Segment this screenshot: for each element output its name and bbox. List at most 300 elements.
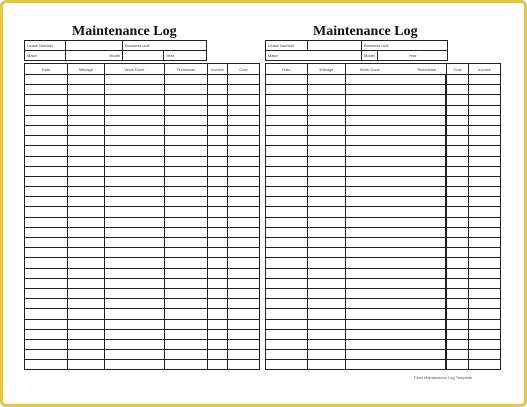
log-cell[interactable] [165, 156, 208, 166]
log-cell[interactable] [208, 187, 228, 197]
log-cell[interactable] [105, 268, 165, 278]
log-cell[interactable] [68, 288, 105, 298]
log-cell[interactable] [68, 176, 105, 186]
log-cell[interactable] [105, 207, 165, 217]
log-cell[interactable] [469, 75, 501, 85]
log-cell[interactable] [346, 197, 446, 207]
log-cell[interactable] [165, 115, 208, 125]
log-cell[interactable] [346, 360, 446, 370]
log-cell[interactable] [228, 238, 260, 248]
log-cell[interactable] [308, 288, 346, 298]
log-cell[interactable] [346, 309, 446, 319]
log-cell[interactable] [308, 360, 346, 370]
log-cell[interactable] [266, 238, 308, 248]
log-cell[interactable] [308, 156, 346, 166]
log-cell[interactable] [228, 95, 260, 105]
log-cell[interactable] [25, 125, 68, 135]
log-cell[interactable] [68, 248, 105, 258]
log-cell[interactable] [228, 309, 260, 319]
log-cell[interactable] [25, 309, 68, 319]
log-cell[interactable] [68, 85, 105, 95]
log-cell[interactable] [266, 309, 308, 319]
log-cell[interactable] [208, 85, 228, 95]
log-cell[interactable] [228, 197, 260, 207]
log-cell[interactable] [208, 278, 228, 288]
log-cell[interactable] [68, 156, 105, 166]
log-cell[interactable] [346, 166, 446, 176]
log-cell[interactable] [25, 360, 68, 370]
log-cell[interactable] [68, 207, 105, 217]
log-cell[interactable] [447, 350, 469, 360]
log-cell[interactable] [105, 329, 165, 339]
log-cell[interactable] [228, 248, 260, 258]
log-cell[interactable] [447, 115, 469, 125]
log-cell[interactable] [208, 350, 228, 360]
log-cell[interactable] [228, 207, 260, 217]
log-cell[interactable] [469, 360, 501, 370]
log-cell[interactable] [266, 319, 308, 329]
log-cell[interactable] [105, 217, 165, 227]
log-cell[interactable] [105, 350, 165, 360]
log-cell[interactable] [228, 217, 260, 227]
log-cell[interactable] [228, 115, 260, 125]
log-cell[interactable] [346, 125, 446, 135]
log-cell[interactable] [228, 268, 260, 278]
log-cell[interactable] [68, 360, 105, 370]
left-business-unit-label[interactable]: Business Unit [123, 41, 207, 51]
log-cell[interactable] [208, 288, 228, 298]
log-cell[interactable] [25, 156, 68, 166]
log-cell[interactable] [165, 105, 208, 115]
log-cell[interactable] [228, 136, 260, 146]
log-cell[interactable] [447, 187, 469, 197]
log-cell[interactable] [346, 217, 446, 227]
log-cell[interactable] [68, 350, 105, 360]
log-cell[interactable] [165, 350, 208, 360]
log-cell[interactable] [228, 75, 260, 85]
log-cell[interactable] [308, 258, 346, 268]
log-cell[interactable] [68, 278, 105, 288]
log-cell[interactable] [25, 258, 68, 268]
log-cell[interactable] [447, 339, 469, 349]
log-cell[interactable] [266, 227, 308, 237]
log-cell[interactable] [105, 238, 165, 248]
log-cell[interactable] [447, 258, 469, 268]
log-cell[interactable] [68, 197, 105, 207]
log-cell[interactable] [25, 248, 68, 258]
log-cell[interactable] [208, 319, 228, 329]
log-cell[interactable] [266, 329, 308, 339]
log-cell[interactable] [469, 146, 501, 156]
log-cell[interactable] [68, 258, 105, 268]
log-cell[interactable] [208, 115, 228, 125]
log-cell[interactable] [228, 176, 260, 186]
log-cell[interactable] [346, 299, 446, 309]
log-cell[interactable] [308, 339, 346, 349]
log-cell[interactable] [165, 258, 208, 268]
log-cell[interactable] [165, 197, 208, 207]
log-cell[interactable] [469, 299, 501, 309]
log-cell[interactable] [266, 187, 308, 197]
log-cell[interactable] [308, 217, 346, 227]
log-cell[interactable] [165, 238, 208, 248]
log-cell[interactable] [25, 105, 68, 115]
log-cell[interactable] [165, 360, 208, 370]
log-cell[interactable] [25, 268, 68, 278]
log-cell[interactable] [228, 288, 260, 298]
log-cell[interactable] [208, 105, 228, 115]
log-cell[interactable] [447, 288, 469, 298]
log-cell[interactable] [68, 136, 105, 146]
log-cell[interactable] [469, 207, 501, 217]
log-cell[interactable] [25, 197, 68, 207]
log-cell[interactable] [469, 319, 501, 329]
log-cell[interactable] [105, 156, 165, 166]
log-cell[interactable] [346, 95, 446, 105]
log-cell[interactable] [308, 75, 346, 85]
log-cell[interactable] [105, 197, 165, 207]
log-cell[interactable] [308, 350, 346, 360]
log-cell[interactable] [165, 319, 208, 329]
log-cell[interactable] [469, 115, 501, 125]
log-cell[interactable] [208, 227, 228, 237]
log-cell[interactable] [308, 105, 346, 115]
log-cell[interactable] [228, 350, 260, 360]
log-cell[interactable] [208, 166, 228, 176]
log-cell[interactable] [25, 350, 68, 360]
log-cell[interactable] [208, 75, 228, 85]
log-cell[interactable] [25, 299, 68, 309]
log-cell[interactable] [346, 227, 446, 237]
log-cell[interactable] [165, 166, 208, 176]
log-cell[interactable] [469, 350, 501, 360]
log-cell[interactable] [25, 207, 68, 217]
log-cell[interactable] [308, 319, 346, 329]
log-cell[interactable] [447, 278, 469, 288]
log-cell[interactable] [68, 238, 105, 248]
log-cell[interactable] [25, 339, 68, 349]
log-cell[interactable] [25, 278, 68, 288]
log-cell[interactable] [105, 166, 165, 176]
log-cell[interactable] [165, 95, 208, 105]
log-cell[interactable] [346, 105, 446, 115]
log-cell[interactable] [266, 248, 308, 258]
log-cell[interactable] [308, 187, 346, 197]
log-cell[interactable] [266, 258, 308, 268]
log-cell[interactable] [346, 115, 446, 125]
log-cell[interactable] [68, 268, 105, 278]
log-cell[interactable] [165, 217, 208, 227]
log-cell[interactable] [105, 115, 165, 125]
log-cell[interactable] [266, 278, 308, 288]
log-cell[interactable] [266, 115, 308, 125]
log-cell[interactable] [346, 187, 446, 197]
log-cell[interactable] [68, 309, 105, 319]
log-cell[interactable] [346, 339, 446, 349]
log-cell[interactable] [469, 278, 501, 288]
log-cell[interactable] [308, 329, 346, 339]
log-cell[interactable] [165, 187, 208, 197]
log-cell[interactable] [105, 227, 165, 237]
log-cell[interactable] [25, 187, 68, 197]
log-cell[interactable] [266, 156, 308, 166]
log-cell[interactable] [447, 105, 469, 115]
log-cell[interactable] [25, 136, 68, 146]
log-cell[interactable] [228, 105, 260, 115]
log-cell[interactable] [68, 166, 105, 176]
log-cell[interactable] [469, 176, 501, 186]
log-cell[interactable] [266, 95, 308, 105]
log-cell[interactable] [25, 146, 68, 156]
log-cell[interactable] [105, 176, 165, 186]
log-cell[interactable] [228, 299, 260, 309]
log-cell[interactable] [308, 146, 346, 156]
log-cell[interactable] [68, 319, 105, 329]
log-cell[interactable] [469, 339, 501, 349]
log-cell[interactable] [105, 309, 165, 319]
log-cell[interactable] [266, 105, 308, 115]
log-cell[interactable] [266, 360, 308, 370]
log-cell[interactable] [447, 75, 469, 85]
log-cell[interactable] [105, 288, 165, 298]
log-cell[interactable] [266, 197, 308, 207]
log-cell[interactable] [308, 197, 346, 207]
log-cell[interactable] [208, 125, 228, 135]
log-cell[interactable] [469, 187, 501, 197]
log-cell[interactable] [25, 238, 68, 248]
log-cell[interactable] [346, 350, 446, 360]
log-cell[interactable] [308, 85, 346, 95]
log-cell[interactable] [469, 227, 501, 237]
log-cell[interactable] [165, 309, 208, 319]
log-cell[interactable] [346, 176, 446, 186]
log-cell[interactable] [68, 146, 105, 156]
log-cell[interactable] [208, 339, 228, 349]
log-cell[interactable] [228, 146, 260, 156]
log-cell[interactable] [25, 176, 68, 186]
log-cell[interactable] [308, 136, 346, 146]
log-cell[interactable] [105, 299, 165, 309]
log-cell[interactable] [469, 105, 501, 115]
log-cell[interactable] [469, 248, 501, 258]
log-cell[interactable] [68, 125, 105, 135]
log-cell[interactable] [447, 248, 469, 258]
log-cell[interactable] [346, 85, 446, 95]
log-cell[interactable] [266, 207, 308, 217]
log-cell[interactable] [346, 156, 446, 166]
log-cell[interactable] [105, 95, 165, 105]
log-cell[interactable] [68, 227, 105, 237]
right-business-unit-label[interactable]: Business Unit [362, 41, 448, 51]
log-cell[interactable] [308, 238, 346, 248]
log-cell[interactable] [266, 339, 308, 349]
log-cell[interactable] [346, 146, 446, 156]
log-cell[interactable] [308, 115, 346, 125]
log-cell[interactable] [266, 85, 308, 95]
log-cell[interactable] [469, 309, 501, 319]
log-cell[interactable] [266, 288, 308, 298]
log-cell[interactable] [165, 176, 208, 186]
log-cell[interactable] [208, 207, 228, 217]
log-cell[interactable] [469, 95, 501, 105]
log-cell[interactable] [165, 329, 208, 339]
log-cell[interactable] [68, 105, 105, 115]
log-cell[interactable] [266, 75, 308, 85]
log-cell[interactable] [228, 360, 260, 370]
log-cell[interactable] [447, 299, 469, 309]
log-cell[interactable] [308, 227, 346, 237]
log-cell[interactable] [308, 268, 346, 278]
log-cell[interactable] [447, 319, 469, 329]
log-cell[interactable] [68, 115, 105, 125]
log-cell[interactable] [105, 105, 165, 115]
log-cell[interactable] [346, 75, 446, 85]
log-cell[interactable] [266, 268, 308, 278]
log-cell[interactable] [346, 136, 446, 146]
log-cell[interactable] [469, 166, 501, 176]
log-cell[interactable] [447, 146, 469, 156]
log-cell[interactable] [266, 176, 308, 186]
log-cell[interactable] [165, 207, 208, 217]
log-cell[interactable] [447, 136, 469, 146]
log-cell[interactable] [25, 288, 68, 298]
left-model-field[interactable] [123, 51, 164, 61]
log-cell[interactable] [469, 268, 501, 278]
log-cell[interactable] [105, 187, 165, 197]
log-cell[interactable] [68, 339, 105, 349]
log-cell[interactable] [469, 156, 501, 166]
log-cell[interactable] [469, 125, 501, 135]
log-cell[interactable] [266, 299, 308, 309]
log-cell[interactable] [208, 238, 228, 248]
log-cell[interactable] [308, 176, 346, 186]
log-cell[interactable] [228, 156, 260, 166]
log-cell[interactable] [105, 85, 165, 95]
log-cell[interactable] [228, 258, 260, 268]
log-cell[interactable] [208, 329, 228, 339]
log-cell[interactable] [105, 360, 165, 370]
log-cell[interactable] [68, 329, 105, 339]
log-cell[interactable] [208, 176, 228, 186]
log-cell[interactable] [447, 238, 469, 248]
log-cell[interactable] [105, 136, 165, 146]
log-cell[interactable] [447, 85, 469, 95]
log-cell[interactable] [228, 85, 260, 95]
log-cell[interactable] [447, 227, 469, 237]
log-cell[interactable] [68, 187, 105, 197]
log-cell[interactable] [208, 309, 228, 319]
log-cell[interactable] [447, 360, 469, 370]
left-lease-number-field[interactable] [66, 41, 123, 51]
log-cell[interactable] [68, 75, 105, 85]
log-cell[interactable] [165, 125, 208, 135]
log-cell[interactable] [68, 217, 105, 227]
log-cell[interactable] [165, 248, 208, 258]
log-cell[interactable] [346, 248, 446, 258]
log-cell[interactable] [469, 85, 501, 95]
log-cell[interactable] [469, 197, 501, 207]
log-cell[interactable] [208, 258, 228, 268]
log-cell[interactable] [447, 125, 469, 135]
log-cell[interactable] [228, 166, 260, 176]
log-cell[interactable] [25, 227, 68, 237]
log-cell[interactable] [266, 146, 308, 156]
log-cell[interactable] [105, 278, 165, 288]
log-cell[interactable] [105, 146, 165, 156]
log-cell[interactable] [208, 299, 228, 309]
log-cell[interactable] [346, 258, 446, 268]
log-cell[interactable] [208, 248, 228, 258]
log-cell[interactable] [25, 319, 68, 329]
log-cell[interactable] [208, 197, 228, 207]
log-cell[interactable] [308, 248, 346, 258]
log-cell[interactable] [469, 329, 501, 339]
log-cell[interactable] [25, 329, 68, 339]
log-cell[interactable] [208, 217, 228, 227]
log-cell[interactable] [308, 125, 346, 135]
log-cell[interactable] [105, 248, 165, 258]
log-cell[interactable] [346, 319, 446, 329]
right-lease-number-field[interactable] [308, 41, 362, 51]
log-cell[interactable] [105, 75, 165, 85]
log-cell[interactable] [105, 258, 165, 268]
log-cell[interactable] [308, 278, 346, 288]
log-cell[interactable] [308, 95, 346, 105]
log-cell[interactable] [165, 299, 208, 309]
log-cell[interactable] [165, 339, 208, 349]
log-cell[interactable] [25, 217, 68, 227]
log-cell[interactable] [266, 125, 308, 135]
log-cell[interactable] [447, 309, 469, 319]
log-cell[interactable] [25, 166, 68, 176]
log-cell[interactable] [447, 207, 469, 217]
log-cell[interactable] [165, 288, 208, 298]
log-cell[interactable] [447, 156, 469, 166]
log-cell[interactable] [228, 339, 260, 349]
log-cell[interactable] [469, 217, 501, 227]
log-cell[interactable] [105, 339, 165, 349]
log-cell[interactable] [165, 146, 208, 156]
log-cell[interactable] [346, 207, 446, 217]
log-cell[interactable] [266, 166, 308, 176]
log-cell[interactable] [208, 360, 228, 370]
log-cell[interactable] [469, 288, 501, 298]
log-cell[interactable] [469, 238, 501, 248]
log-cell[interactable] [308, 309, 346, 319]
log-cell[interactable] [228, 329, 260, 339]
log-cell[interactable] [346, 288, 446, 298]
log-cell[interactable] [447, 329, 469, 339]
log-cell[interactable] [165, 75, 208, 85]
log-cell[interactable] [469, 136, 501, 146]
log-cell[interactable] [447, 268, 469, 278]
log-cell[interactable] [447, 197, 469, 207]
log-cell[interactable] [165, 85, 208, 95]
log-cell[interactable] [208, 136, 228, 146]
log-cell[interactable] [165, 136, 208, 146]
log-cell[interactable] [228, 125, 260, 135]
log-cell[interactable] [165, 278, 208, 288]
log-cell[interactable] [469, 258, 501, 268]
log-cell[interactable] [25, 115, 68, 125]
log-cell[interactable] [346, 278, 446, 288]
log-cell[interactable] [208, 146, 228, 156]
log-cell[interactable] [25, 85, 68, 95]
log-cell[interactable] [447, 166, 469, 176]
log-cell[interactable] [308, 299, 346, 309]
log-cell[interactable] [208, 95, 228, 105]
log-cell[interactable] [208, 268, 228, 278]
